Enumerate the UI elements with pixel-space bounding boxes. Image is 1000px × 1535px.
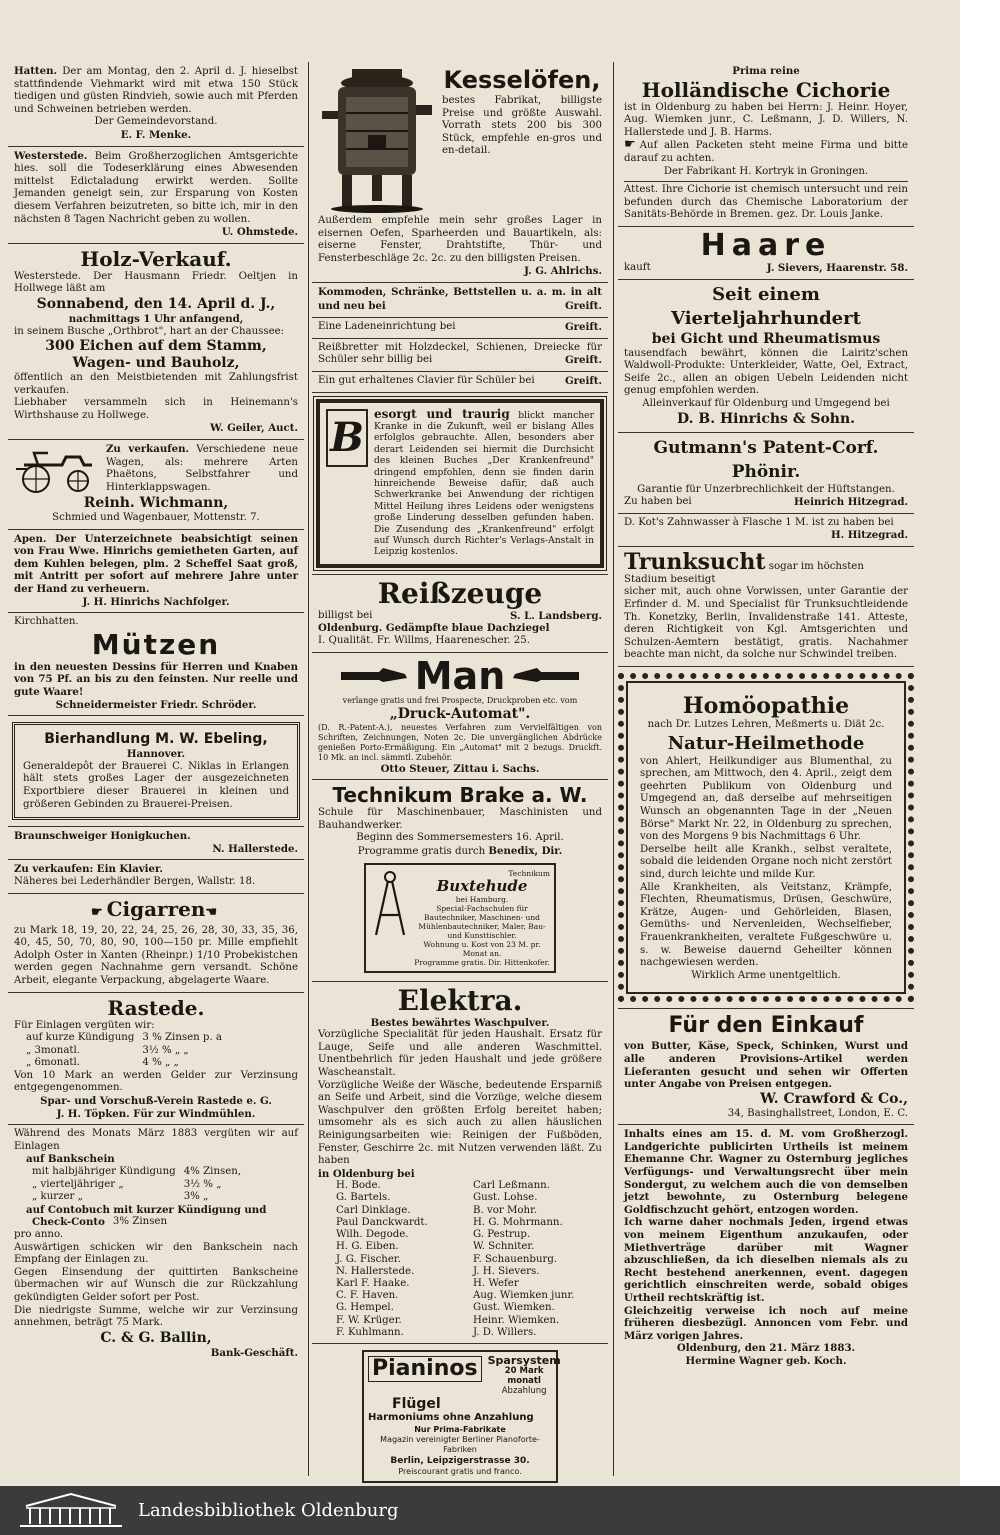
ballin-sub3: Check-Conto [32,1216,105,1229]
einkauf-text: von Butter, Käse, Speck, Schinken, Wurst und alle anderen Provisions-Artikel werden Lieferanten gesucht und sehen wir Offerten unter Angabe von Preisen entgegen. [624,1040,908,1091]
dealer: Wilh. Degode. [336,1229,409,1241]
technikum-text2: Beginn des Sommersemesters 16. April. [356,832,564,844]
ad-technikum [312,780,608,981]
ballin-sub2: auf Contobuch mit kurzer Kündigung und [26,1203,267,1216]
man-title: Man [414,653,506,698]
dealer: J. H. Sievers. [473,1265,540,1277]
rastede-rate-label: „ 6monatl. [26,1057,81,1069]
right-column [618,62,914,1478]
zahn-sign: H. Hitzegrad. [831,529,908,542]
laden-text: Eine Ladeneinrichtung bei [318,321,456,333]
gutmann-sign: Heinrich Hitzegrad. [793,496,908,509]
rastede-rate-value: 3 % Zinsen p. a [142,1032,223,1044]
elektra-place: in Oldenburg bei [318,1167,415,1180]
hatten-org: Der Gemeindevorstand. [94,116,218,128]
rastede-rate-label: „ 3monatl. [26,1044,81,1056]
holz-date: Sonnabend, den 14. April d. J., [36,295,276,312]
cichorie-attest: Attest. Ihre Cichorie ist chemisch untersucht und rein befunden durch das Chemische Laboratorium der Sanitäts-Behörde in Bremen. gez. Dr. Louis Janke. [624,184,908,221]
ballin-proanno: pro anno. [14,1229,64,1240]
elektra-dealer-list [318,1180,602,1339]
cigarren-title-text: Cigarren [106,896,206,921]
buxtehude-title: Buxtehude [436,876,528,895]
kessel-text2: Außerdem empfehle mein sehr großes Lager in eisernen Oefen, Sparheerden und Bauartikeln, als: eiserne Fenster, Drahtstifte, Thür- und Fensterbeschläge 2c. 2c. zu den billigsten Preisen. [318,215,602,264]
ad-einkauf [618,1009,914,1125]
cichorie-pre: Prima reine [732,65,800,77]
kessel-text1: bestes Fabrikat, billigste Preise und größte Auswahl. Vorrath stets 200 bis 300 Stück, empfehle en-gros und en-detail. [442,95,602,157]
bier-text: Generaldepôt der Brauerei C. Niklas in Erlangen hält stets großes Lager der ausgezeichneten Exportbiere dieser Brauerei in kleinen und größeren Gebinden zu Brauerei-Preisen. [23,760,289,810]
ballin-sub1: auf Bankschein [26,1153,115,1166]
pointing-hand-icon: ☛ [90,904,103,920]
kessel-title: Kesselöfen, [443,66,601,94]
pianinos-harmon: Harmoniums ohne Anzahlung [368,1411,534,1423]
ad-cichorie [618,62,914,227]
dealer: F. Schauenburg. [473,1253,558,1265]
ad-rastede [8,993,304,1126]
zahn-text: D. Kot's Zahnwasser à Flasche 1 M. ist zu haben bei [624,516,894,528]
rastede-rate-value: 3½ % „ „ [142,1044,189,1056]
ad-kommoden [312,283,608,318]
ad-klavier [8,860,304,893]
hatten-sign: E. F. Menke. [120,128,192,141]
column-rule-right [613,62,614,1476]
technikum-text3: Programme gratis durch [357,845,486,857]
reiss-text: Reißbretter mit Holzdeckel, Schienen, Dreiecke für Schüler sehr billig bei [318,341,602,366]
ad-laden [312,318,608,339]
gutmann-line: Zu haben bei [624,496,692,508]
laden-sign: Greift. [564,321,602,334]
ballin-rate-value: 3% „ [183,1191,209,1203]
trunk-lead: sogar im höchsten Stadium beseitigt [624,560,864,585]
reisszeuge-sign: S. L. Landsberg. [509,609,602,622]
trunk-title: Trunksucht [624,548,766,575]
reisszeuge-text: billigst bei [318,609,373,621]
westerstede-sign: U. Ohmstede. [221,226,298,239]
dealer: H. Wefer [473,1277,519,1289]
library-building-icon [16,1490,126,1530]
ballin-sub3-value: 3% Zinsen [112,1216,168,1228]
holz-title: Holz-Verkauf. [80,246,232,271]
wagen-name: Reinh. Wichmann, [83,495,229,512]
dealer: Heinr. Wiemken. [473,1314,560,1326]
klavier-line2: Näheres bei Lederhändler Bergen, Wallstr. 18. [14,875,256,887]
ad-holz-verkauf [8,244,304,440]
ad-haare [618,227,914,280]
ad-ballin [8,1125,304,1363]
elektra-text2: Vorzügliche Weiße der Wäsche, bedeutende Ersparniß an Seife und Arbeit, sind die Vorzüge, welche diesem Waschpulver den größten Erfolg bereitet haben; umsomehr als es sich auch zu allen häuslichen Reinigungsarbeiten wie: Reinigen der Fußböden, Fenster, Geschirre 2c. mit Nutzen verwenden läßt. Zu haben [318,1079,602,1167]
rastede-intro: Für Einlagen vergüten wir: [14,1019,155,1031]
dealer: H. Bode. [336,1180,381,1192]
man-sign: Otto Steuer, Zittau i. Sachs. [380,762,540,775]
homoeo-text3: Alle Krankheiten, als Veitstanz, Krämpfe, Flechten, Rheumatismus, Drüsen, Geschwüre, Krätze, Augen- und Gehörleiden, Blasen, Gemüths- und Nervenleiden, Wechselfieber, Frauenkrankheiten, veraltete Fußgeschwüre u. s. w. Beweise dauernd Geheilter können nachgewiesen werden. [640,881,892,969]
krank-initial-letter: B [330,413,364,461]
ad-gutmann [618,433,914,514]
hatten-heading: Hatten. [14,65,58,77]
ballin-rate-label: „ kurzer „ [32,1191,83,1203]
einkauf-addr: 34, Basinghallstreet, London, E. C. [727,1107,908,1119]
muetzen-title: Mützen [91,627,221,661]
einkauf-sign: W. Crawford & Co., [760,1090,908,1107]
ad-druck-automat [312,653,608,781]
pianinos-flag: Sparsystem [487,1353,561,1367]
wagen-text: Verschiedene neue Wagen, als: mehrere Arten Phaëtons, Selbstfahrer und Hinterklappswagen. [106,444,298,493]
homoeo-title2: Natur-Heilmethode [667,732,865,754]
rastede-rate-value: 4 % „ „ [142,1057,179,1069]
dealer: H. G. Mohrmann. [473,1216,563,1228]
ballin-rate-label: „ vierteljähriger „ [32,1178,124,1190]
ad-hatten [8,62,304,147]
ballin-rate-value: 4% Zinsen, [183,1166,242,1178]
dealer: F. Kuhlmann. [336,1326,404,1338]
ballin-rates [14,1166,298,1204]
ballin-text3: Die niedrigste Summe, welche wir zur Verzinsung annehmen, beträgt 75 Mark. [14,1304,298,1329]
ballin-rate-value: 3½ % „ [183,1178,222,1190]
library-footer-bar [0,1486,1000,1535]
dealer: C. F. Haven. [336,1290,399,1302]
technikum-sign: Benedix, Dir. [488,844,563,857]
homoeo-line1: nach Dr. Lutzes Lehren, Meßmerts u. Diät 2c. [647,719,885,731]
apen-text: Apen. Der Unterzeichnete beabsichtigt seinen von Frau Wwe. Hinrichs gemietheten Garten, auf dem Kuhlen belegen, plm. 2 Scheffel Saat groß, mit Antritt per sofort auf mehrere Jahre unter der Hand zu verheuern. [14,532,298,596]
wagen-addr: Schmied und Wagenbauer, Mottenstr. 7. [52,512,260,524]
ad-kesseloefen [312,62,608,283]
holz-text1: Westerstede. Der Hausmann Friedr. Oeltjen in Hollwege läßt am [14,270,298,295]
westerstede-text: Beim Großherzoglichen Amtsgerichte hies. soll die Todeserklärung eines Abwesenden mittelst Edictaladung erwirkt werden. Sollte Jemanden geneigt sein, zur Ersparung von Kosten diesem Verfahren beizutreten, so bitte ich, mir in den nächsten 8 Tagen Nachricht geben zu wollen. [14,150,298,225]
ballin-sub: Bank-Geschäft. [210,1346,298,1359]
hatten-text: Der am Montag, den 2. April d. J. hieselbst stattfindende Viehmarkt wird mit etwa 150 Stück tiedigen und güsten Rindvieh, sowie auch mit Pferden und Schweinen betrieben werden. [14,66,298,115]
wagen-title: Zu verkaufen. [106,443,190,456]
ad-reissbretter [312,339,608,372]
rastede-title: Rastede. [107,995,205,1020]
lairitz-sub: bei Gicht und Rheumatismus [651,330,881,347]
dealer: Paul Danckwardt. [336,1216,428,1228]
homoeo-text2: Derselbe heilt alle Krankh., selbst veraltete, sobald die leidenden Organe noch nicht zerstört sind, durch leichte und milde Kur. [640,843,892,880]
middle-column [312,62,608,1478]
clavier-text: Ein gut erhaltenes Clavier für Schüler bei [318,374,535,386]
elektra-title: Elektra. [397,983,523,1017]
kessel-sign: J. G. Ahlrichs. [524,265,602,278]
buxtehude-text: Special-Fachschulen für Bautechniker, Maschinen- und Mühlenbautechniker, Maler, Bau- und Kunsttischler. [418,903,546,940]
apen-sign: J. H. Hinrichs Nachfolger. [82,595,230,608]
holz-time: nachmittags 1 Uhr anfangend, [68,312,244,325]
cichorie-title: Holländische Cichorie [641,77,891,102]
muetzen-text: in den neuesten Dessins für Herren und Knaben von 75 Pf. an bis zu den feinsten. Nur reelle und gute Waare! [14,660,298,698]
cigarren-title [14,897,298,925]
buxtehude-price: Wohnung u. Kost von 23 M. pr. Monat an. [423,939,541,958]
ad-wagen [8,440,304,530]
muetzen-place: Kirchhatten. [14,616,79,628]
dealer: W. Schniter. [473,1241,535,1253]
dealer: G. Bartels. [336,1192,391,1204]
left-column [8,62,304,1478]
lairitz-title: Seit einem Vierteljahrhundert [671,283,861,329]
ballin-intro: Während des Monats März 1883 vergüten wir auf Einlagen [14,1128,298,1152]
cichorie-text1: ist in Oldenburg zu haben bei Herrn: J. Heinr. Hoyer, Aug. Wiemken junr., C. Leßmann, J. D. Willers, N. Hallerstede und J. B. Harms. [624,101,908,138]
wagner-text2: Ich warne daher nochmals Jeden, irgend etwas von meinem Eigenthum anzukaufen, oder Miethverträge darüber mit Wagner abzuschließen, da ich dieselben niemals als zu Recht bestehend anerkennen, event. dagegen gerichtlich einschreiten werde, sobald obiges Urtheil rechtskräftig ist. [624,1216,908,1304]
elektra-subtitle: Bestes bewährtes Waschpulver. [370,1016,550,1029]
haare-text: kauft [624,261,651,273]
pianinos-text1: Nur Prima-Fabrikate [414,1424,506,1434]
cichorie-text2: Auf allen Packeten steht meine Firma und bitte darauf zu achten. [624,140,908,164]
holz-sign: W. Geiler, Auct. [210,422,298,435]
ad-zahnwasser [618,514,914,547]
klavier-line1: Zu verkaufen: Ein Klavier. [14,863,163,876]
honig-text: Braunschweiger Honigkuchen. [14,830,191,843]
dealer: Aug. Wiemken junr. [473,1290,575,1302]
pianinos-text3: Berlin, Leipzigerstrasse 30. [390,1455,530,1466]
dealer: N. Hallerstede. [336,1265,415,1277]
ad-apen [8,530,304,614]
pianinos-abzahlung: Abzahlung [501,1385,547,1396]
dealer: G. Pestrup. [473,1229,531,1241]
pointing-hand-icon: ☛ [624,137,636,153]
rastede-rate-label: auf kurze Kündigung [26,1032,135,1044]
ad-wagner [618,1125,914,1371]
dealer: Gust. Lohse. [473,1192,538,1204]
dealer: Karl F. Haake. [336,1277,410,1289]
kettle-stove-illustration [318,65,436,215]
elektra-text1: Vorzügliche Specialität für jeden Haushalt. Ersatz für Lauge, Seife und alle anderen Waschmittel. Unentbehrlich für jeden Haushalt und jede größere Wascheanstalt. [318,1029,602,1078]
wagner-text3: Gleichzeitig verweise ich noch auf meine früheren diesbezügl. Annoncen vom Febr. und März vorigen Jahres. [624,1304,908,1342]
reisszeuge-title: Reißzeuge [377,576,543,610]
man-text: (D. R.-Patent-A.), neuestes Verfahren zum Vervielfältigen von Schriften, Zeichnungen, Noten 2c. Die unvergänglichen Abdrücke genießen Porto-Ermäßigung. Ein „Automat" mit 2 bezugs. Druckft. 10 Mk. an incl. sämmtl. Zubehör. [318,722,602,762]
lairitz-sign: D. B. Hinrichs & Sohn. [676,410,856,427]
dealer: H. G. Eiben. [336,1241,399,1253]
dealer: F. W. Krüger. [336,1314,402,1326]
rastede-rates [14,1032,298,1070]
ballin-sign: C. & G. Ballin, [100,1329,212,1346]
holz-text3: Liebhaber versammeln sich in Heinemann's Wirthshause zu Hollwege. [14,397,298,421]
carriage-illustration [14,443,100,495]
rastede-sign: J. H. Töpken. Für zur Windmühlen. [56,1107,256,1120]
lairitz-line: Alleinverkauf für Oldenburg und Umgegend bei [642,397,890,409]
ballin-check [14,1216,298,1229]
pianinos-text4: Preiscourant gratis und franco. [398,1467,522,1477]
reisszeuge-line2: Oldenburg. Gedämpfte blaue Dachziegel [318,622,550,635]
rastede-text: Von 10 Mark an werden Gelder zur Verzinsung entgegengenommen. [14,1069,298,1094]
dealer: J. G. Fischer. [336,1253,401,1265]
ad-krankenfreund [312,393,608,575]
compass-icon [370,869,410,939]
reiss-sign: Greift. [564,354,602,367]
ad-lairitz [618,280,914,433]
einkauf-title: Für den Einkauf [668,1013,864,1039]
rastede-org: Spar- und Vorschuß-Verein Rastede e. G. [40,1095,272,1108]
technikum-text1: Schule für Maschinenbauer, Maschinisten und Bauhandwerker. [318,807,602,831]
dealer: Gust. Wiemken. [473,1302,555,1314]
ad-muetzen [8,613,304,716]
bier-city: Hannover. [126,748,186,761]
pianinos-text2: Magazin vereinigter Berliner Pianoforte-Fabriken [380,1434,540,1454]
ballin-text1: Auswärtigen schicken wir den Bankschein nach Empfang der Einlagen zu. [14,1241,298,1266]
dealer: G. Hempel. [336,1302,394,1314]
cigarren-text: zu Mark 18, 19, 20, 22, 24, 25, 26, 28, 30, 33, 35, 36, 40, 45, 50, 70, 80, 90, 100—150 pr. Mille empfiehlt Adolph Oster in Xanten (Rheinpr.) 1/10 Probekistchen werden gegen Nachnahme gern versandt. Schöne Arbeit, elegante Verpackung, abgelagerte Waare. [14,924,298,986]
ad-honig [8,827,304,860]
dealer: B. vor Mohr. [473,1204,538,1216]
library-name: Landesbibliothek Oldenburg [138,1500,399,1521]
krank-title: esorgt und traurig [374,406,510,421]
holz-text2: öffentlich an den Meistbietenden mit Zahlungsfrist verkaufen. [14,372,298,396]
ad-homoeopathie [618,667,914,1009]
ad-clavier [312,372,608,393]
ballin-rate-label: mit halbjähriger Kündigung [32,1166,176,1178]
pianinos-title: Pianinos [368,1356,482,1382]
ballin-text2: Gegen Einsendung der quittirten Bankscheine übermachen wir auf Wunsch die zur Rückzahlung gekündigten Gelder sofort per Post. [14,1266,298,1303]
dealer: Carl Dinklage. [336,1204,411,1216]
ad-elektra [312,982,608,1344]
man-line1: verlange gratis und frei Prospecte, Druckproben etc. vom [342,695,578,705]
gutmann-text: Garantie für Unzerbrechlichkeit der Hüftstangen. [637,483,895,495]
cichorie-text3: Der Fabrikant H. Kortryk in Groningen. [663,165,869,177]
dealer: J. D. Willers. [473,1326,537,1338]
pianinos-fluegel: Flügel [392,1395,441,1412]
buxtehude-sub: bei Hamburg. [455,894,509,904]
holz-wood2: Wagen- und Bauholz, [72,355,240,372]
holz-place: in seinem Busche „Orthbrot", hart an der Chaussee: [14,325,285,337]
ad-reisszeuge [312,575,608,653]
homoeo-text1: von Ahlert, Heilkundiger aus Blumenthal, zu sprechen, am Mittwoch, den 4. April., zeigt dem geehrten Publikum von Oldenburg und Umgegend an, daß derselbe auf mehrseitigen Wunsch an obgenannten Tage in der „Neuen Börse" Markt Nr. 22, in Oldenburg zu sprechen, von des Morgens 9 bis Nachmittags 6 Uhr. [640,755,892,843]
muetzen-sign: Schneidermeister Friedr. Schröder. [55,698,257,711]
trunk-text: sicher mit, auch ohne Vorwissen, unter Garantie der Erfinder d. M. und Specialist für Trunksuchtleidende Th. Konetzky, Berlin, Invalidenstraße 141. Atteste, deren Richtigkeit von Kgl. Amtsgerichten und Schulzen-Aemtern bestätigt, gratis. Nachahmer beachte man nicht, da solche nur Schwindel treiben. [624,586,908,661]
bier-title: Bierhandlung M. W. Ebeling, [44,731,268,748]
honig-sign: N. Hallerstede. [212,842,298,855]
krank-text: blickt mancher Kranke in die Zukunft, weil er bislang Alles erfolglos gebrauchte. Allen, besonders aber derart Leidenden sei hiermit die Durchsicht des kleinen Buches „Der Krankenfreund" dringend empfohlen, denn sie finden darin hinreichende Beweise dafür, daß auch Schwerkranke bei Anwendung der richtigen Mittel Heilung ihres Leidens oder wenigstens große Linderung desselben gefunden haben. Die Zusendung des „Krankenfreund" erfolgt auf Wunsch durch Richter's Verlags-Anstalt in Leipzig kostenlos. [374,409,594,558]
westerstede-heading: Westerstede. [14,149,88,162]
wagner-date: Oldenburg, den 21. März 1883. [676,1342,856,1355]
pointing-hand-left-icon [511,664,581,688]
man-product: „Druck-Automat". [389,705,531,722]
wagner-sign: Hermine Wagner geb. Koch. [685,1354,847,1367]
dealer: Carl Leßmann. [473,1180,550,1192]
kommoden-sign: Greift. [564,299,602,312]
kommoden-text: Kommoden, Schränke, Bettstellen u. a. m. in alt und neu bei [318,285,602,312]
lairitz-text: tausendfach bewährt, können die Lairitz'schen Waldwoll-Produkte: Unterkleider, Watte, Oel, Extract, Seife 2c., allen an obigen Uebeln Leidenden nicht genug empfohlen werden. [624,347,908,397]
technikum-title: Technikum Brake a. W. [332,783,588,808]
buxtehude-top: Technikum [508,868,550,878]
homoeo-title: Homöopathie [682,693,850,720]
wagner-text1: Inhalts eines am 15. d. M. vom Großherzogl. Landgerichte publicirten Urtheils ist meinem Ehemanne Chr. Wagner zu Osternburg jegliches Verfügungs- und Verwaltungsrecht über mein Sondergut, zu welchem auch die von demselben jetzt bewohnte, zu Osternburg belegene Goldfischzucht gehört, entzogen worden. [624,1128,908,1216]
ad-cigarren [8,894,304,993]
haare-sign: J. Sievers, Haarenstr. 58. [766,261,908,274]
pianinos-monthly: 20 Mark monatl [504,1365,544,1386]
pointing-hand-right-icon [339,664,409,688]
pointing-hand-icon: ☚ [205,904,218,920]
ad-bierhandlung [8,716,304,827]
ad-westerstede-note [8,147,304,244]
column-rule-left [308,62,309,1476]
homoeo-text4: Wirklich Arme unentgeltlich. [691,969,841,981]
clavier-sign: Greift. [564,374,602,387]
holz-wood1: 300 Eichen auf dem Stamm, [45,338,267,355]
buxtehude-prog: Programme gratis. Dir. Hittenkofer. [414,957,550,967]
ad-trunksucht [618,547,914,667]
haare-title: Haare [700,227,832,263]
gutmann-title: Gutmann's Patent-Corf. Phönir. [653,437,879,482]
reisszeuge-line3: I. Qualität. Fr. Willms, Haarenescher. 25. [318,635,530,646]
ad-pianinos [312,1344,608,1486]
